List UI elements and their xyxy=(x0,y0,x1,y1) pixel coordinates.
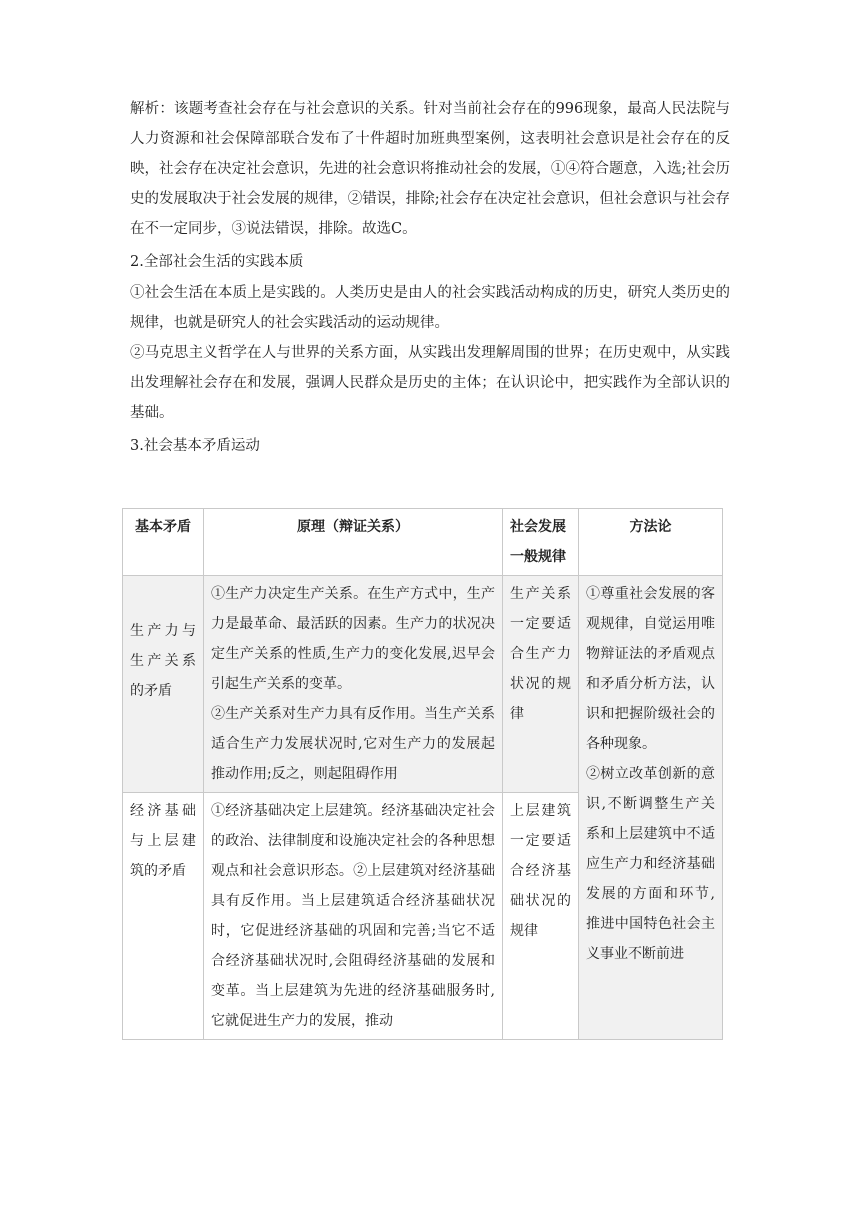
methodology-point-2: ②树立改革创新的意识,不断调整生产关系和上层建筑中不适应生产力和经济基础发展的方面和环节,推进中国特色社会主义事业不断前进 xyxy=(586,766,715,962)
analysis-paragraph: 解析：该题考查社会存在与社会意识的关系。针对当前社会存在的996现象，最高人民法院与人力资源和社会保障部联合发布了十件超时加班典型案例，这表明社会意识是社会存在的反映，社会存在决定社会意识，先进的社会意识将推动社会的发展，①④符合题意，入选;社会历史的发展取决于社会发展的规律，②错误，排除;社会存在决定社会意识，但社会意识与社会存在不一定同步，③说法错误，排除。故选C。 xyxy=(130,101,730,237)
row1-principle xyxy=(204,576,503,793)
row1-contradiction: 生产力与生产关系的矛盾 xyxy=(123,576,204,793)
social-contradiction-table xyxy=(122,508,723,1040)
row2-contradiction: 经济基础与上层建筑的矛盾 xyxy=(123,793,204,1040)
row1-principle-a: ①生产力决定生产关系。在生产方式中，生产力是最革命、最活跃的因素。生产力的状况决定生产关系的性质,生产力的变化发展,迟早会引起生产关系的变革。 xyxy=(211,586,495,692)
header-general-law: 社会发展一般规律 xyxy=(503,509,579,576)
header-methodology: 方法论 xyxy=(579,509,723,576)
methodology-cell xyxy=(579,576,723,1040)
methodology-point-1: ①尊重社会发展的客观规律，自觉运用唯物辩证法的矛盾观点和矛盾分析方法，认识和把握阶级社会的各种现象。 xyxy=(586,586,715,752)
header-principle: 原理（辩证关系） xyxy=(204,509,503,576)
section-3-heading: 3.社会基本矛盾运动 xyxy=(130,438,260,454)
section-2-point-2: ②马克思主义哲学在人与世界的关系方面，从实践出发理解周围的世界；在历史观中，从实践出发理解社会存在和发展，强调人民群众是历史的主体；在认识论中，把实践作为全部认识的基础。 xyxy=(130,345,730,421)
row2-principle: ①经济基础决定上层建筑。经济基础决定社会的政治、法律制度和设施决定社会的各种思想观点和社会意识形态。②上层建筑对经济基础具有反作用。当上层建筑适合经济基础状况时，它促进经济基础的巩固和完善;当它不适合经济基础状况时,会阻碍经济基础的发展和变革。当上层建筑为先进的经济基础服务时,它就促进生产力的发展，推动 xyxy=(204,793,503,1040)
header-basic-contradiction: 基本矛盾 xyxy=(123,509,204,576)
section-2-heading: 2.全部社会生活的实践本质 xyxy=(130,254,304,270)
document-body xyxy=(130,94,730,462)
table-row xyxy=(123,576,723,793)
row1-law: 生产关系一定要适合生产力状况的规律 xyxy=(503,576,579,793)
row1-principle-b: ②生产关系对生产力具有反作用。当生产关系适合生产力发展状况时,它对生产力的发展起推动作用;反之，则起阻碍作用 xyxy=(211,706,495,782)
table-header-row xyxy=(123,509,723,576)
section-2-point-1: ①社会生活在本质上是实践的。人类历史是由人的社会实践活动构成的历史，研究人类历史的规律，也就是研究人的社会实践活动的运动规律。 xyxy=(130,285,730,331)
row2-law: 上层建筑一定要适合经济基础状况的规律 xyxy=(503,793,579,1040)
